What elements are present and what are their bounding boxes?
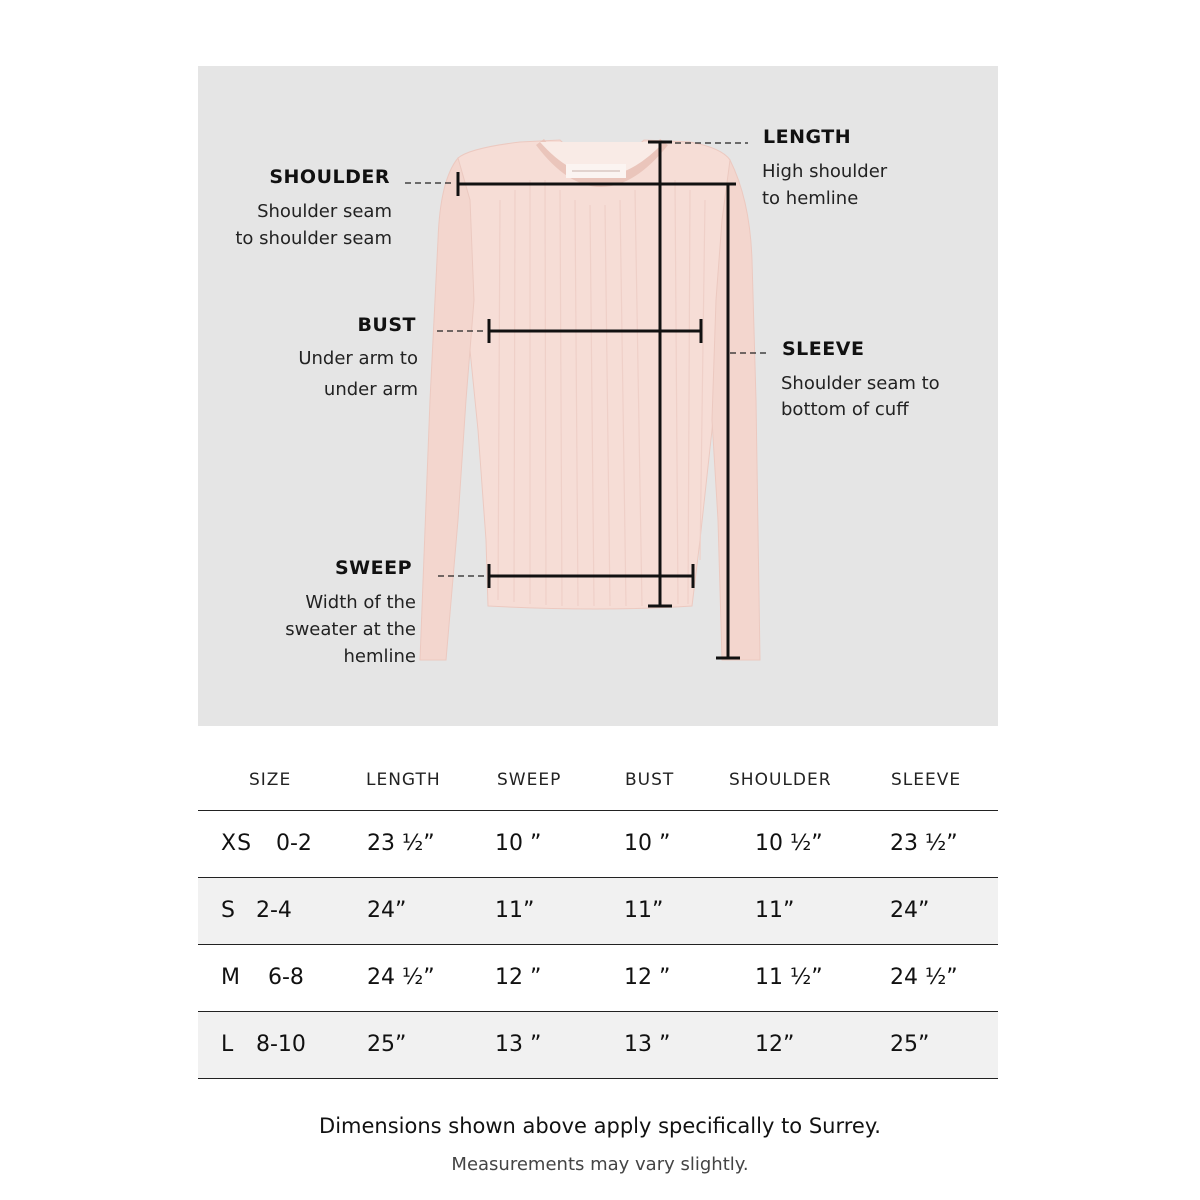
sleeve-desc-line1: Shoulder seam to — [781, 373, 940, 394]
table-row — [198, 878, 998, 945]
size-table — [198, 752, 998, 1079]
length-label: LENGTH — [763, 126, 852, 148]
table-row — [198, 1012, 998, 1079]
length-cell: 24” — [367, 898, 407, 923]
length-cell: 25” — [367, 1032, 407, 1057]
table-row — [198, 945, 998, 1012]
bust-desc-line2: under arm — [323, 379, 418, 400]
shoulder-cell: 12” — [755, 1032, 795, 1057]
sleeve-desc-line2: bottom of cuff — [781, 399, 909, 420]
size-cell: S — [221, 898, 236, 923]
table-header — [198, 752, 998, 811]
sweep-cell: 11” — [495, 898, 535, 923]
sleeve-label: SLEEVE — [782, 338, 865, 360]
size-cell: M — [221, 965, 241, 990]
shoulder-desc-line2: to shoulder seam — [235, 228, 392, 249]
shoulder-cell: 11 ½” — [755, 965, 823, 990]
sweep-label: SWEEP — [334, 557, 412, 579]
bust-desc-line1: Under arm to — [298, 348, 418, 369]
header-size: SIZE — [249, 770, 292, 790]
bust-cell: 13 ” — [624, 1032, 671, 1057]
table-row — [198, 811, 998, 878]
sleeve-cell: 25” — [890, 1032, 930, 1057]
shoulder-label: SHOULDER — [269, 166, 390, 188]
header-sleeve: SLEEVE — [891, 770, 962, 790]
sweep-cell: 13 ” — [495, 1032, 542, 1057]
header-sweep: SWEEP — [497, 770, 562, 790]
size-range-cell: 2-4 — [256, 898, 292, 923]
length-desc-line1: High shoulder — [762, 161, 888, 182]
sleeve-cell: 24 ½” — [890, 965, 958, 990]
length-cell: 24 ½” — [367, 965, 435, 990]
size-range-cell: 0-2 — [276, 831, 312, 856]
size-cell: L — [221, 1032, 235, 1057]
bust-cell: 11” — [624, 898, 664, 923]
shoulder-cell: 11” — [755, 898, 795, 923]
length-cell: 23 ½” — [367, 831, 435, 856]
sweater-illustration — [420, 140, 760, 660]
bust-label: BUST — [357, 314, 416, 336]
sweep-desc-line3: hemline — [343, 646, 416, 667]
sweep-desc-line2: sweater at the — [285, 619, 416, 640]
sleeve-cell: 23 ½” — [890, 831, 958, 856]
header-shoulder: SHOULDER — [729, 770, 832, 790]
sweep-cell: 10 ” — [495, 831, 542, 856]
header-length: LENGTH — [366, 770, 441, 790]
size-range-cell: 8-10 — [256, 1032, 306, 1057]
bust-cell: 12 ” — [624, 965, 671, 990]
bust-cell: 10 ” — [624, 831, 671, 856]
size-range-cell: 6-8 — [268, 965, 304, 990]
sweep-desc-line1: Width of the — [305, 592, 416, 613]
shoulder-desc-line1: Shoulder seam — [257, 201, 392, 222]
sweep-cell: 12 ” — [495, 965, 542, 990]
length-desc-line2: to hemline — [762, 188, 859, 209]
header-bust: BUST — [625, 770, 675, 790]
footer-disclaimer: Measurements may vary slightly. — [451, 1154, 749, 1175]
sleeve-cell: 24” — [890, 898, 930, 923]
footer-note: Dimensions shown above apply specifically to Surrey. — [319, 1114, 881, 1138]
size-cell: XS — [221, 831, 253, 856]
shoulder-cell: 10 ½” — [755, 831, 823, 856]
